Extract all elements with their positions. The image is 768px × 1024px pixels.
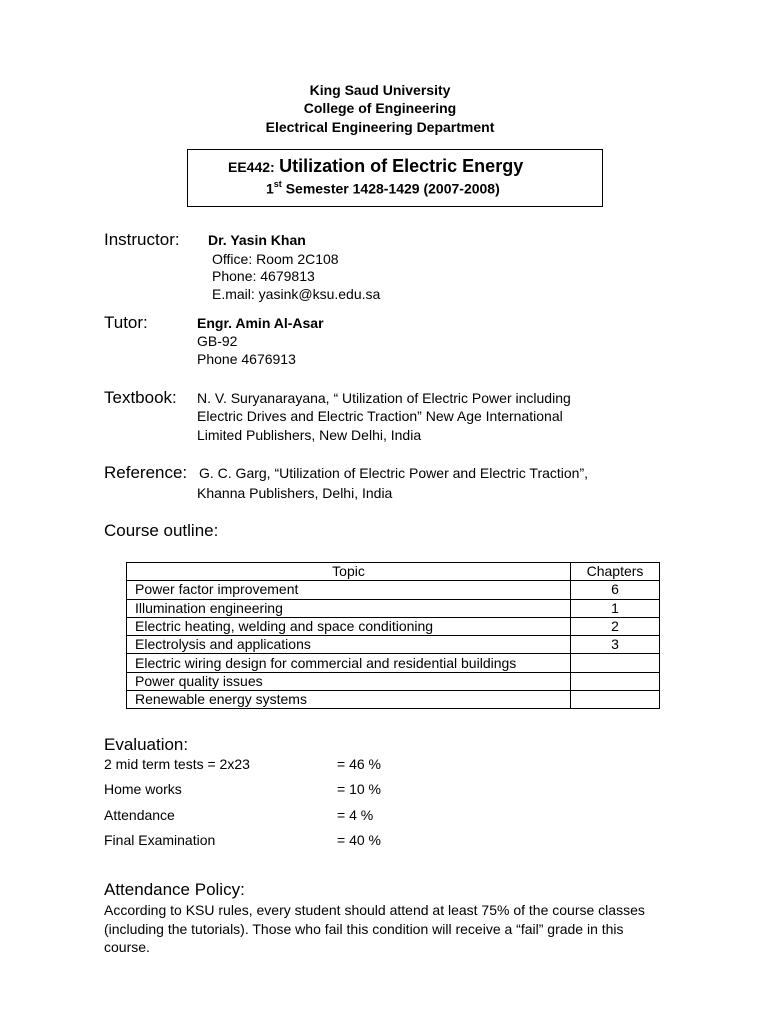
textbook-line: Limited Publishers, New Delhi, India [197, 427, 422, 443]
evaluation-item-label: 2 mid term tests = 2x23 [104, 756, 250, 772]
course-outline-heading: Course outline: [104, 521, 219, 540]
semester-suffix: st [273, 179, 282, 189]
evaluation-item-value: = 40 % [337, 832, 381, 848]
evaluation-item-label: Attendance [104, 807, 175, 823]
evaluation-item-value: = 46 % [337, 756, 381, 772]
course-title-box [187, 149, 603, 207]
chapters-cell [571, 672, 660, 690]
tutor-office: GB-92 [197, 333, 238, 349]
evaluation-item-label: Home works [104, 781, 182, 797]
topic-cell: Electrolysis and applications [127, 636, 571, 654]
reference-line: G. C. Garg, “Utilization of Electric Power and Electric Traction”, [199, 465, 589, 481]
chapters-cell [571, 654, 660, 672]
course-code: EE442: [228, 159, 275, 175]
course-outline-table [126, 562, 660, 709]
semester-line [266, 180, 500, 197]
topic-cell: Electric heating, welding and space conditioning [127, 617, 571, 635]
evaluation-item-value: = 10 % [337, 781, 381, 797]
topic-cell: Electric wiring design for commercial and residential buildings [127, 654, 571, 672]
instructor-email: E.mail: yasink@ksu.edu.sa [212, 286, 381, 302]
course-title: Utilization of Electric Energy [279, 156, 524, 176]
table-row [127, 617, 660, 635]
topic-cell: Power factor improvement [127, 581, 571, 599]
table-row [127, 691, 660, 709]
instructor-name: Dr. Yasin Khan [208, 232, 306, 248]
table-row [127, 636, 660, 654]
evaluation-item-label: Final Examination [104, 832, 216, 848]
instructor-phone: Phone: 4679813 [212, 268, 315, 284]
textbook-line: N. V. Suryanarayana, “ Utilization of Electric Power including [197, 390, 571, 406]
chapters-cell [571, 691, 660, 709]
chapters-cell: 6 [571, 581, 660, 599]
table-row [127, 672, 660, 690]
table-row [127, 581, 660, 599]
column-header-topic: Topic [127, 563, 571, 581]
tutor-phone: Phone 4676913 [197, 351, 296, 367]
department-name: Electrical Engineering Department [265, 119, 495, 135]
semester-text: Semester 1428-1429 (2007-2008) [285, 180, 500, 197]
evaluation-item-value: = 4 % [337, 807, 374, 823]
instructor-office: Office: Room 2C108 [212, 251, 339, 267]
attendance-policy-heading: Attendance Policy: [104, 880, 245, 899]
chapters-cell: 2 [571, 617, 660, 635]
textbook-label: Textbook: [104, 388, 177, 407]
semester-number: 1 [266, 180, 274, 197]
table-row [127, 599, 660, 617]
chapters-cell: 1 [571, 599, 660, 617]
topic-cell: Illumination engineering [127, 599, 571, 617]
table-header-row [127, 563, 660, 581]
attendance-policy-text: According to KSU rules, every student should attend at least 75% of the course classes (including the tutorials). Those who fail this condition will receive a “fail” grade in this course. [104, 902, 645, 955]
tutor-name: Engr. Amin Al-Asar [197, 315, 324, 331]
instructor-label: Instructor: [104, 230, 180, 249]
reference-line: Khanna Publishers, Delhi, India [197, 485, 393, 501]
reference-label: Reference: [104, 463, 188, 482]
table-row [127, 654, 660, 672]
chapters-cell: 3 [571, 636, 660, 654]
topic-cell: Power quality issues [127, 672, 571, 690]
course-title-line [228, 156, 523, 177]
university-name: King Saud University [309, 82, 451, 98]
college-name: College of Engineering [303, 100, 457, 116]
topic-cell: Renewable energy systems [127, 691, 571, 709]
evaluation-heading: Evaluation: [104, 735, 189, 754]
tutor-label: Tutor: [104, 313, 148, 332]
textbook-line: Electric Drives and Electric Traction” New Age International [197, 408, 563, 424]
column-header-chapters: Chapters [571, 563, 660, 581]
